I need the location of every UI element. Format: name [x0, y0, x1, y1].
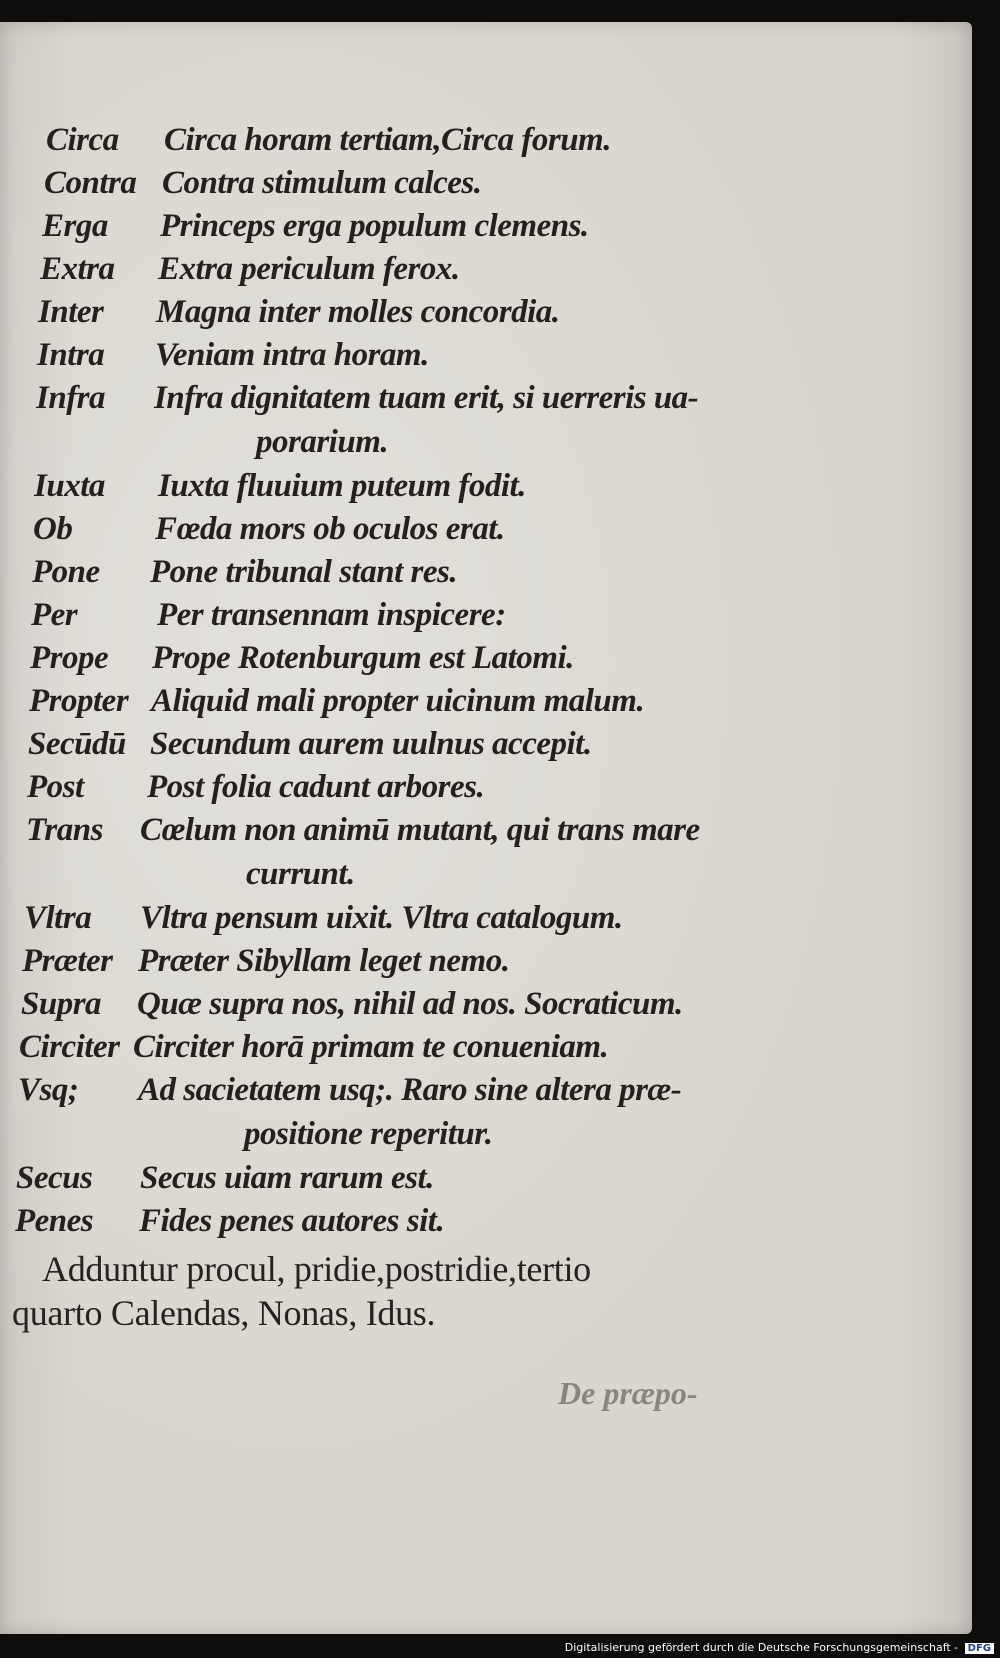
preposition-term: Ob [33, 511, 73, 547]
closing-line-1: Adduntur procul, pridie,postridie,tertio [42, 1249, 591, 1289]
example-sentence: Vltra pensum uixit. Vltra catalogum. [140, 900, 623, 936]
book-page [0, 22, 972, 1634]
example-sentence: Aliquid mali propter uicinum malum. [151, 683, 645, 719]
preposition-term: Pone [32, 554, 100, 590]
example-sentence: Princeps erga populum clemens. [160, 208, 589, 244]
preposition-term: Extra [40, 251, 115, 287]
example-sentence: Prope Rotenburgum est Latomi. [152, 640, 574, 676]
preposition-term: Circa [46, 122, 119, 158]
preposition-term: Erga [42, 208, 108, 244]
preposition-term: Propter [29, 683, 129, 719]
preposition-term: Vsq; [18, 1072, 79, 1108]
example-sentence: Fœda mors ob oculos erat. [155, 511, 505, 547]
example-sentence: Cœlum non animū mutant, qui trans mare [140, 812, 700, 848]
preposition-term: Infra [36, 380, 106, 416]
example-sentence: Infra dignitatem tuam erit, si uerreris ua- [154, 380, 699, 416]
catchword: De præpo- [558, 1375, 698, 1411]
example-sentence: Ad sacietatem usq;. Raro sine altera præ- [138, 1072, 682, 1108]
example-sentence: Secundum aurem uulnus accepit. [150, 726, 592, 762]
preposition-term: Penes [15, 1203, 94, 1239]
preposition-term: Supra [21, 986, 102, 1022]
example-sentence: Circiter horā primam te conueniam. [133, 1029, 609, 1065]
example-sentence: Fides penes autores sit. [139, 1203, 445, 1239]
digitization-credit [565, 1641, 994, 1654]
preposition-term: Per [31, 597, 78, 633]
preposition-term: Inter [38, 294, 104, 330]
example-sentence: Per transennam inspicere: [157, 597, 506, 633]
preposition-term: Vltra [24, 900, 92, 936]
credit-text: Digitalisierung gefördert durch die Deutsche Forschungsgemeinschaft - [564, 1641, 959, 1654]
example-sentence: Quæ supra nos, nihil ad nos. Socraticum. [137, 986, 683, 1022]
preposition-term: Circiter [19, 1029, 120, 1065]
example-sentence: Pone tribunal stant res. [150, 554, 458, 590]
example-sentence: Veniam intra horam. [155, 337, 429, 373]
preposition-term: Intra [37, 337, 105, 373]
dfg-logo: DFG [965, 1643, 994, 1654]
preposition-term: Prope [30, 640, 109, 676]
example-continuation: currunt. [246, 856, 355, 892]
example-sentence: Iuxta fluuium puteum fodit. [158, 468, 526, 504]
example-sentence: Extra periculum ferox. [158, 251, 460, 287]
preposition-term: Iuxta [34, 468, 105, 504]
example-sentence: Magna inter molles concordia. [156, 294, 560, 330]
preposition-term: Secūdū [28, 726, 126, 762]
example-sentence: Secus uiam rarum est. [140, 1160, 434, 1196]
example-sentence: Circa horam tertiam,Circa forum. [164, 122, 611, 158]
example-sentence: Præter Sibyllam leget nemo. [138, 943, 510, 979]
preposition-term: Post [27, 769, 84, 805]
example-sentence: Contra stimulum calces. [162, 165, 482, 201]
preposition-term: Secus [16, 1160, 93, 1196]
preposition-term: Præter [22, 943, 113, 979]
example-sentence: Post folia cadunt arbores. [147, 769, 485, 805]
closing-line-2: quarto Calendas, Nonas, Idus. [12, 1293, 436, 1333]
preposition-term: Contra [44, 165, 137, 201]
example-continuation: positione reperitur. [244, 1116, 493, 1152]
preposition-term: Trans [26, 812, 103, 848]
example-continuation: porarium. [256, 424, 389, 460]
